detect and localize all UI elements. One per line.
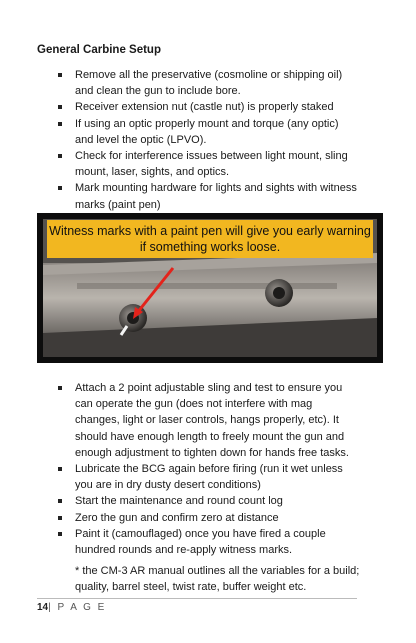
photo-caption: Witness marks with a paint pen will give you early warning if something works loose.: [47, 220, 373, 258]
list-item: Check for interference issues between light mount, sling mount, laser, sights, and optics.: [58, 148, 358, 180]
page-label: | P A G E: [48, 602, 107, 613]
list-item: Attach a 2 point adjustable sling and test to ensure you can operate the gun (does not interfere with mag changes, light or laser controls, hangs properly, etc). It should have enough length to freely mount the gun and enough adjustment to tighten down for hands free tasks.: [58, 380, 358, 461]
list-item: Remove all the preservative (cosmoline or shipping oil) and clean the gun to include bore.: [58, 67, 358, 99]
list-item: Zero the gun and confirm zero at distance: [58, 510, 358, 526]
list-item: If using an optic properly mount and torque (any optic) and level the optic (LPVO).: [58, 116, 358, 148]
list-item: Start the maintenance and round count log: [58, 493, 358, 509]
list-item: Mark mounting hardware for lights and sights with witness marks (paint pen): [58, 180, 358, 212]
manual-note: * the CM-3 AR manual outlines all the variables for a build; quality, barrel steel, twist rate, buffer weight etc.: [75, 565, 360, 594]
list-item: Lubricate the BCG again before firing (run it wet unless you are in dry dusty desert conditions): [58, 461, 358, 493]
section-heading: General Carbine Setup: [37, 44, 161, 56]
list-item: Receiver extension nut (castle nut) is properly staked: [58, 99, 358, 115]
operation-list: [58, 380, 358, 558]
list-item: Paint it (camouflaged) once you have fired a couple hundred rounds and re-apply witness marks.: [58, 526, 358, 558]
witness-mark-photo: [37, 213, 383, 363]
setup-list: [58, 67, 358, 213]
page-number: 14: [37, 602, 49, 613]
page-footer: [37, 598, 357, 613]
